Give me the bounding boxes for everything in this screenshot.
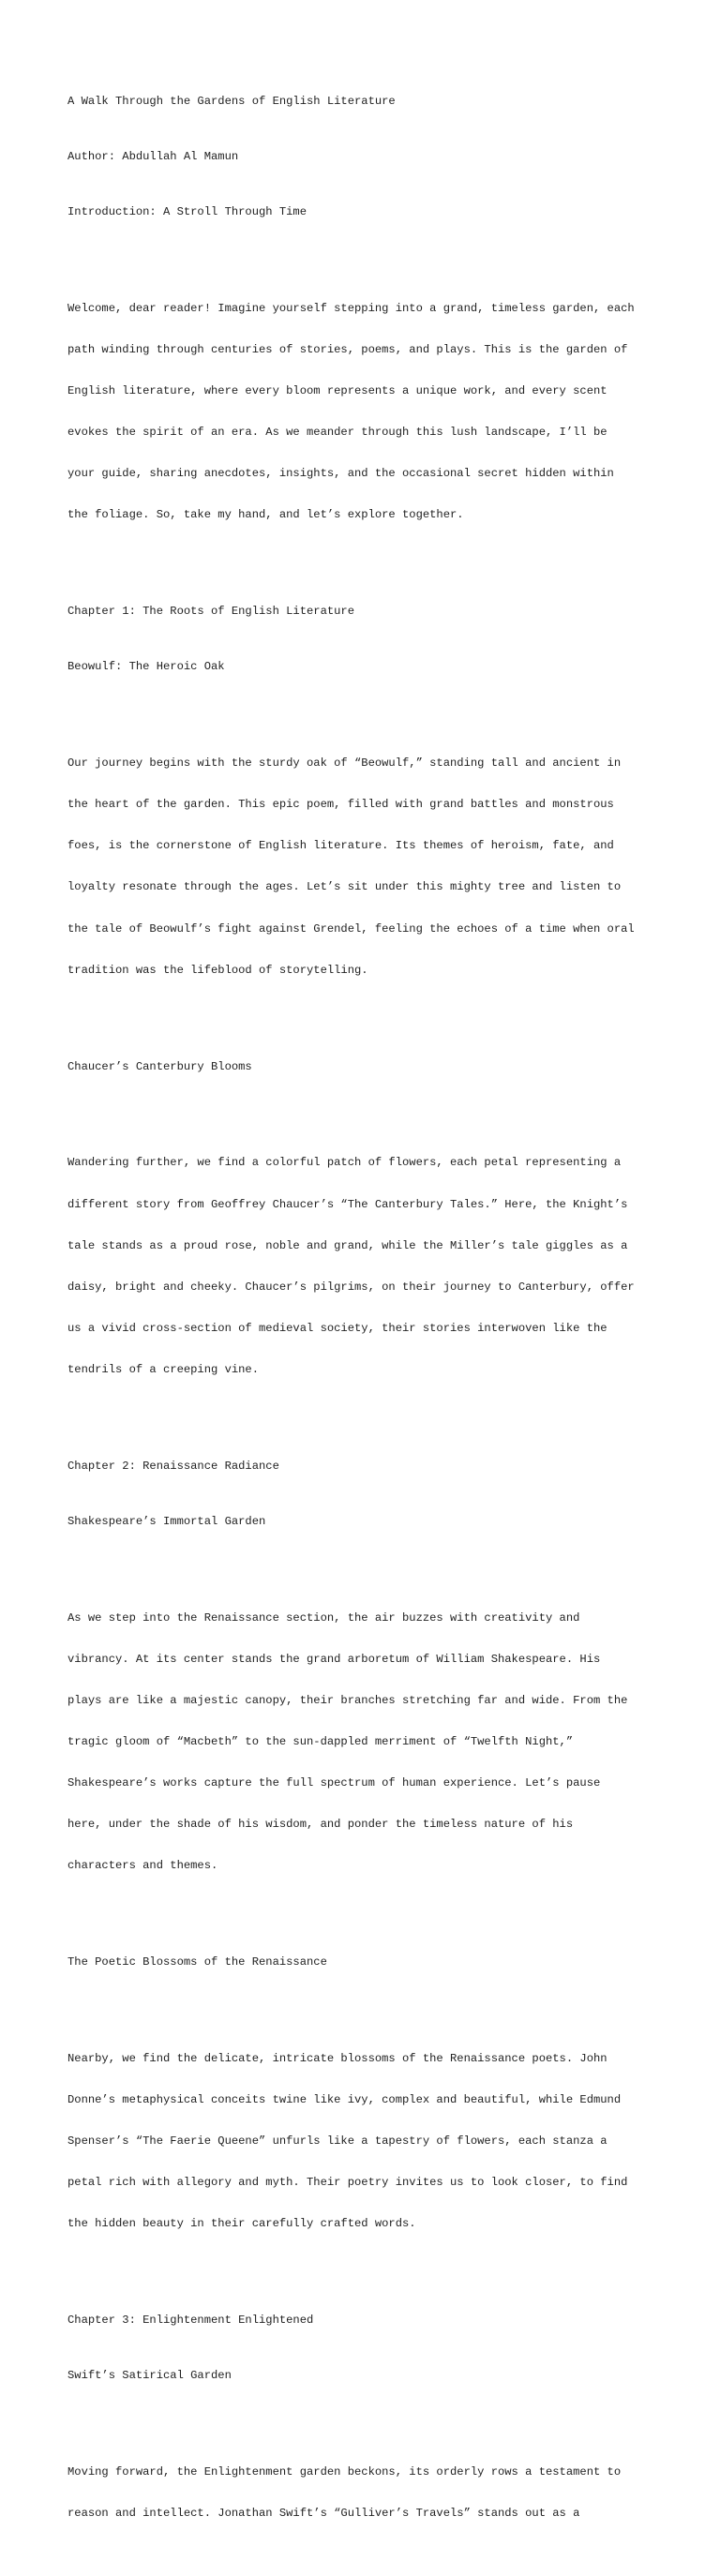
paragraph-line: the heart of the garden. This epic poem, filled with grand battles and monstrous <box>68 798 614 812</box>
paragraph-line: petal rich with allegory and myth. Their poetry invites us to look closer, to find <box>68 2176 628 2190</box>
paragraph-line: Spenser’s “The Faerie Queene” unfurls like a tapestry of flowers, each stanza a <box>68 2134 608 2149</box>
paragraph-line: daisy, bright and cheeky. Chaucer’s pilgrims, on their journey to Canterbury, offer <box>68 1280 635 1294</box>
paragraph-line: vibrancy. At its center stands the grand arboretum of William Shakespeare. His <box>68 1652 601 1666</box>
paragraph-line: evokes the spirit of an era. As we meander through this lush landscape, I’ll be <box>68 426 608 440</box>
swift-paragraph <box>68 2438 664 2549</box>
paragraph-line: your guide, sharing anecdotes, insights, and the occasional secret hidden within <box>68 467 614 481</box>
paragraph-line: plays are like a majestic canopy, their branches stretching far and wide. From the <box>68 1693 628 1707</box>
paragraph-line: English literature, where every bloom represents a unique work, and every scent <box>68 384 608 398</box>
shakespeare-heading: Shakespeare’s Immortal Garden <box>68 1514 266 1528</box>
paragraph-line: the foliage. So, take my hand, and let’s explore together. <box>68 508 464 522</box>
beowulf-paragraph <box>68 729 664 1005</box>
intro-paragraph <box>68 275 664 550</box>
paragraph-line: here, under the shade of his wisdom, and ponder the timeless nature of his <box>68 1818 574 1832</box>
poetic-blossoms-paragraph <box>68 2025 664 2259</box>
paragraph-line: As we step into the Renaissance section, the air buzzes with creativity and <box>68 1610 580 1625</box>
poetic-blossoms-heading: The Poetic Blossoms of the Renaissance <box>68 1955 327 1969</box>
paragraph-line: Wandering further, we find a colorful patch of flowers, each petal representing a <box>68 1156 622 1170</box>
paragraph-line: tragic gloom of “Macbeth” to the sun-dappled merriment of “Twelfth Night,” <box>68 1734 574 1748</box>
introduction-heading: Introduction: A Stroll Through Time <box>68 205 307 218</box>
paragraph-line: Shakespeare’s works capture the full spectrum of human experience. Let’s pause <box>68 1776 601 1790</box>
chapter-3-heading: Chapter 3: Enlightenment Enlightened <box>68 2314 314 2328</box>
chaucer-heading: Chaucer’s Canterbury Blooms <box>68 1059 252 1073</box>
shakespeare-paragraph <box>68 1583 664 1900</box>
paragraph-line: tendrils of a creeping vine. <box>68 1362 259 1376</box>
paragraph-line: loyalty resonate through the ages. Let’s sit under this mighty tree and listen to <box>68 880 622 894</box>
paragraph-line: us a vivid cross-section of medieval society, their stories interwoven like the <box>68 1321 608 1335</box>
paragraph-line: the tale of Beowulf’s fight against Grendel, feeling the echoes of a time when oral <box>68 921 635 936</box>
document-title: A Walk Through the Gardens of English Literature <box>68 95 396 109</box>
paragraph-line: Welcome, dear reader! Imagine yourself stepping into a grand, timeless garden, each <box>68 301 635 315</box>
document-author: Author: Abdullah Al Mamun <box>68 150 239 164</box>
paragraph-line: different story from Geoffrey Chaucer’s “The Canterbury Tales.” Here, the Knight’s <box>68 1197 628 1211</box>
swift-heading: Swift’s Satirical Garden <box>68 2369 232 2383</box>
paragraph-line: the hidden beauty in their carefully crafted words. <box>68 2217 416 2231</box>
paragraph-line: foes, is the cornerstone of English literature. Its themes of heroism, fate, and <box>68 839 614 853</box>
paragraph-line: Our journey begins with the sturdy oak of “Beowulf,” standing tall and ancient in <box>68 756 622 771</box>
paragraph-line: tale stands as a proud rose, noble and grand, while the Miller’s tale giggles as a <box>68 1238 628 1252</box>
paragraph-line: Donne’s metaphysical conceits twine like ivy, complex and beautiful, while Edmund <box>68 2093 622 2107</box>
paragraph-line: Nearby, we find the delicate, intricate blossoms of the Renaissance poets. John <box>68 2052 608 2066</box>
chaucer-paragraph <box>68 1129 664 1404</box>
paragraph-line: tradition was the lifeblood of storytelling. <box>68 963 368 977</box>
paragraph-line: characters and themes. <box>68 1859 218 1873</box>
beowulf-heading: Beowulf: The Heroic Oak <box>68 660 225 674</box>
paragraph-line: Moving forward, the Enlightenment garden beckons, its orderly rows a testament to <box>68 2465 622 2479</box>
paragraph-line: path winding through centuries of stories, poems, and plays. This is the garden of <box>68 343 628 357</box>
paragraph-line: reason and intellect. Jonathan Swift’s “Gulliver’s Travels” stands out as a <box>68 2507 580 2521</box>
chapter-2-heading: Chapter 2: Renaissance Radiance <box>68 1459 279 1473</box>
chapter-1-heading: Chapter 1: The Roots of English Literature <box>68 605 354 619</box>
